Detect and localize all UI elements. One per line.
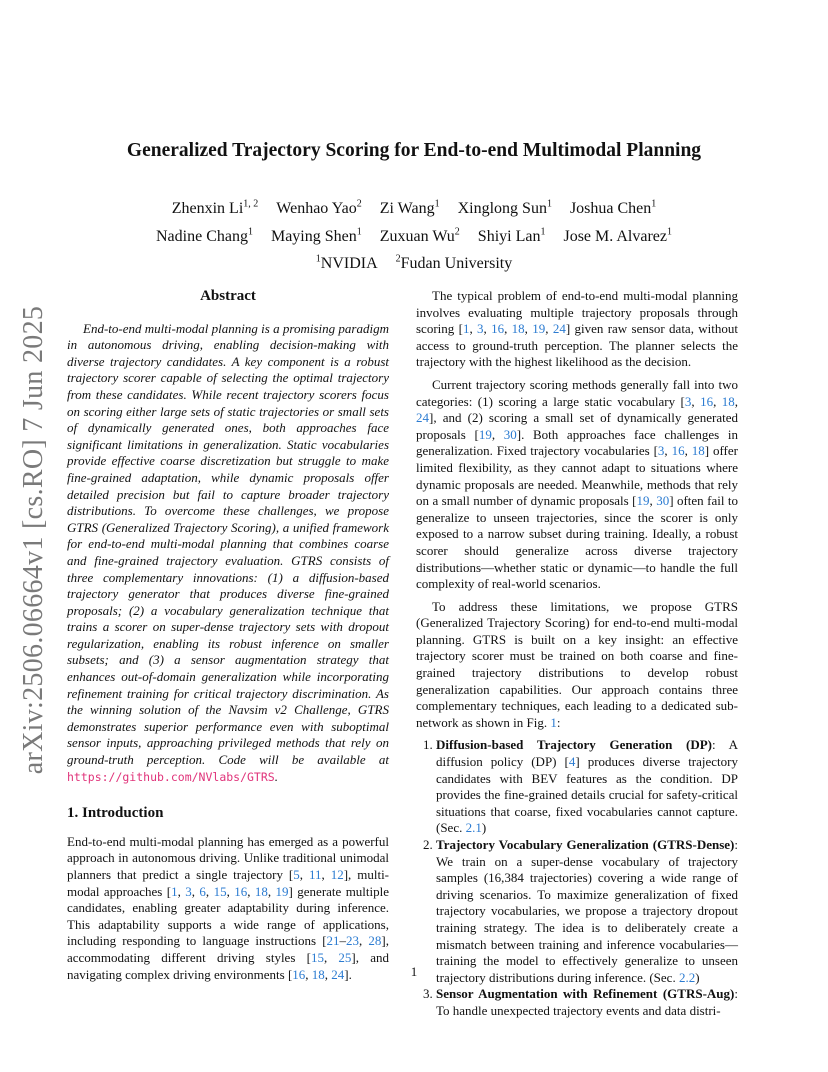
citation-link[interactable]: 11: [308, 867, 322, 882]
citation-link[interactable]: 30: [503, 426, 517, 442]
intro-paragraph-1: End-to-end multi-modal planning has emerged as a powerful approach in autonomous driving. Unlike traditional unimodal planners that predict a single trajectory [5, 11, 12], multi-modal approaches [1, 3, 6, 15, 16, 18, 19] generate multiple candidates, enabling greater adaptability during inference. This adaptability supports a wide range of applications, including responding to language instructions [21–23, 28], accommodating different driving styles [15, 25], and navigating complex driving environments [16, 18, 24].: [67, 833, 390, 982]
citation-link[interactable]: 16: [234, 883, 248, 899]
author-name: Nadine Chang$^1$: [155, 226, 253, 245]
citation-link[interactable]: 18: [691, 443, 705, 459]
arxiv-identifier: [4, 305, 64, 775]
author-affiliation-mark: 1: [546, 199, 552, 210]
contribution-item: 3. Sensor Augmentation with Refinement (GTRS-Aug): To handle unexpected trajectory events and data distri-: [436, 986, 738, 1019]
citation-link[interactable]: 2.2: [678, 969, 696, 985]
affiliation-item: $^1$NVIDIA: [315, 253, 378, 272]
citation-link[interactable]: 3: [477, 321, 484, 337]
author-affiliation-mark: 1: [434, 199, 440, 210]
abstract-text: [67, 321, 389, 786]
author-name: Shiyi Lan$^1$: [477, 226, 546, 245]
author-affiliation-mark: 2: [454, 226, 460, 238]
citation-link[interactable]: 28: [368, 933, 382, 949]
abstract-heading: Abstract: [200, 288, 256, 304]
citation-link[interactable]: 16: [292, 966, 306, 982]
contribution-title: Diffusion-based Trajectory Generation (DP): [436, 737, 713, 753]
citation-link[interactable]: 23: [346, 933, 360, 949]
right-paragraph-2: Current trajectory scoring methods generally fall into two categories: (1) scoring a large static vocabulary [3, 16, 18, 24], and (2) scoring a small set of dynamically generated proposals [19, 30]. Both approaches face challenges in generalization. Fixed trajectory vocabularies [3, 16, 18] offer limited flexibility, as they cannot adapt to situations where dynamic proposals are needed. Meanwhile, methods that rely on a small number of dynamic proposals [19, 30] often fail to generalize to unseen trajectories, since the scorer is only exposed to a narrow subset during training. Ideally, a robust scorer should generalize across diverse trajectory distributions—whether static or dynamic—to handle the full complexity of real-world scenarios.: [416, 376, 739, 592]
citation-link[interactable]: 18: [721, 393, 735, 409]
citation-link[interactable]: 24: [331, 966, 345, 982]
citation-link[interactable]: 1: [550, 714, 557, 730]
intro-heading: 1. Introduction: [67, 805, 164, 822]
author-affiliation-mark: 1: [540, 226, 546, 238]
citation-link[interactable]: 19: [636, 493, 650, 509]
citation-link[interactable]: 3: [185, 883, 192, 899]
author-name: Wenhao Yao$^2$: [276, 199, 362, 218]
author-name: Xinglong Sun$^1$: [457, 199, 552, 218]
affiliation-number: 1: [315, 253, 321, 265]
right-paragraph-1: The typical problem of end-to-end multi-modal planning involves evaluating multiple trajectory proposals through scoring [1, 3, 16, 18, 19, 24] given raw sensor data, without access to ground-truth perception. The planner selects the trajectory with the highest likelihood as the decision.: [416, 288, 739, 370]
author-affiliation-mark: 1: [247, 226, 253, 238]
page-number: 1: [410, 964, 418, 979]
citation-link[interactable]: 6: [199, 883, 206, 899]
left-column: [67, 288, 389, 989]
citation-link[interactable]: 16: [671, 443, 685, 459]
author-affiliation-mark: 2: [356, 199, 362, 210]
author-affiliation-mark: 1: [651, 199, 657, 210]
citation-link[interactable]: 18: [254, 883, 268, 899]
abstract-body: End-to-end multi-modal planning is a promising paradigm in autonomous driving, enabling decision-making with diverse trajectory candidates. A key component is a robust trajectory scorer capable of selecting the optimal trajectory from these candidates. While recent trajectory scorers focus on scoring either large sets of static trajectories or small sets of dynamically generated ones, both approaches face significant limitations in generalization. Static vocabularies provide effective coarse discretization but struggle to make fine-grained adaptation, while dynamic proposals offer detailed precision but fail to capture broader trajectory distributions. To overcome these challenges, we propose GTRS (Generalized Trajectory Scoring), a unified framework for end-to-end multi-modal planning that combines coarse and fine-grained trajectory evaluation. GTRS consists of three complementary innovations: (1) a diffusion-based trajectory generator that produces diverse fine-grained proposals; (2) a vocabulary generalization technique that trains a scorer on super-dense trajectory sets with dropout regularization, enabling its robust inference on smaller subsets; and (3) a sensor augmentation strategy that enhances out-of-domain generalization while incorporating refinement training for critical trajectory discrimination. As the winning solution of the Navsim v2 Challenge, GTRS demonstrates superior performance even with suboptimal sensor inputs, approaching privileged methods that rely on ground-truth perception. Code will be available at: [67, 320, 389, 768]
contribution-item: 1. Diffusion-based Trajectory Generation (DP): A diffusion policy (DP) [4] produces diverse trajectory candidates with BEV features as the condition. DP provides the fine-grained details crucial for safety-critical situations that coarse, fixed vocabularies cannot capture. (Sec. 2.1): [436, 737, 738, 837]
citation-link[interactable]: 3: [684, 393, 692, 409]
author-row-1: [0, 193, 828, 220]
contribution-item: 2. Trajectory Vocabulary Generalization (GTRS-Dense): We train on a super-dense vocabulary of trajectory samples (16,384 trajectories) covering a wide range of driving scenarios. To maximize generalization of fixed trajectory vocabularies, we propose a trajectory dropout training strategy. The idea is to deliberately create a mismatch between training and inference vocabularies—training the model to effectively generalize to unseen trajectory distributions during inference. (Sec. 2.2): [436, 837, 738, 986]
citation-link[interactable]: 19: [478, 426, 492, 442]
citation-link[interactable]: 21: [326, 933, 340, 949]
author-affiliation-mark: 1: [667, 226, 672, 238]
citation-link[interactable]: 25: [338, 949, 352, 965]
citation-link[interactable]: 18: [511, 321, 525, 337]
affiliations: [0, 248, 828, 275]
citation-link[interactable]: 5: [293, 867, 300, 882]
citation-link[interactable]: 15: [213, 883, 227, 899]
citation-link[interactable]: 18: [311, 966, 325, 982]
citation-link[interactable]: 16: [491, 321, 505, 337]
citation-link[interactable]: 19: [532, 321, 546, 337]
author-affiliation-mark: 1, 2: [243, 199, 259, 210]
citation-link[interactable]: 15: [310, 949, 324, 965]
author-name: Maying Shen$^1$: [270, 226, 362, 245]
affiliation-number: 2: [395, 253, 401, 265]
contribution-title: Sensor Augmentation with Refinement (GTRS-Aug): [436, 986, 735, 1002]
author-block: [0, 193, 828, 275]
abstract-end: .: [274, 768, 278, 784]
citation-link[interactable]: 24: [416, 410, 429, 426]
citation-link[interactable]: 16: [700, 393, 714, 409]
right-paragraph-3: To address these limitations, we propose GTRS (Generalized Trajectory Scoring) for end-to-end multi-modal planning. GTRS is built on a key insight: an effective trajectory scorer must be trained on both coarse and fine-grained trajectory distributions to develop robust generalization capabilities. Our approach contains three complementary techniques, each leading to a dedicated sub-network as shown in Fig. 1:: [416, 598, 738, 730]
author-row-2: [0, 220, 828, 247]
right-column: [416, 288, 738, 1020]
author-name: Zhenxin Li$^{1, 2}$: [171, 199, 259, 218]
citation-link[interactable]: 30: [656, 493, 670, 509]
arxiv-identifier-text: arXiv:2506.06664v1 [cs.RO] 7 Jun 2025: [18, 305, 49, 775]
citation-link[interactable]: 4: [568, 754, 576, 770]
author-name: Zuxuan Wu$^2$: [379, 226, 460, 245]
author-affiliation-mark: 1: [356, 226, 362, 238]
paper-title: Generalized Trajectory Scoring for End-to-end Multimodal Planning: [126, 140, 702, 161]
citation-link[interactable]: 19: [275, 883, 289, 899]
author-name: Zi Wang$^1$: [379, 199, 440, 218]
citation-link[interactable]: 24: [552, 321, 566, 337]
author-name: Joshua Chen$^1$: [569, 199, 657, 218]
citation-link[interactable]: 12: [330, 867, 344, 882]
author-name: Jose M. Alvarez$^1$: [563, 226, 672, 245]
citation-link[interactable]: 3: [657, 443, 665, 459]
code-url-link[interactable]: https://github.com/NVlabs/GTRS: [67, 769, 275, 784]
citation-link[interactable]: 2.1: [465, 820, 482, 836]
citation-link[interactable]: 1: [171, 883, 178, 899]
citation-link[interactable]: 1: [462, 321, 470, 337]
affiliation-item: $^2$Fudan University: [395, 253, 513, 272]
contribution-title: Trajectory Vocabulary Generalization (GTRS-Dense): [436, 837, 735, 852]
